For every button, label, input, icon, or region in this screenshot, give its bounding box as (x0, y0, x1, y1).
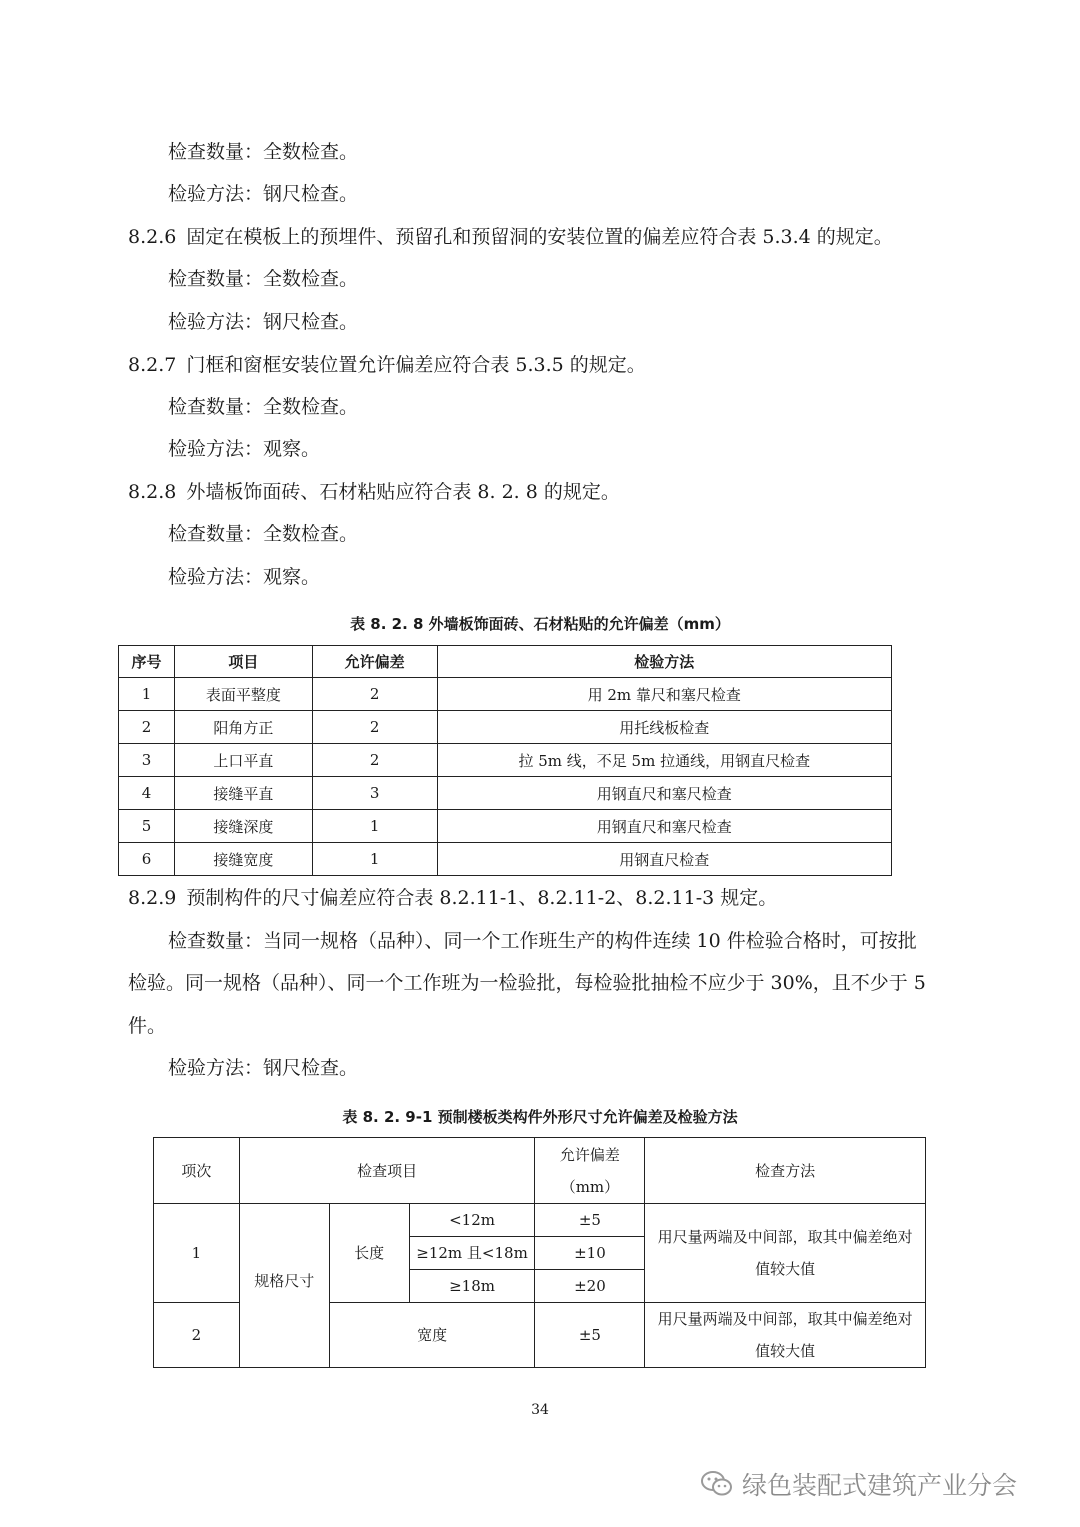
table-cell: 1 (154, 1204, 240, 1303)
table-cell: 2 (312, 678, 437, 711)
section-text: 固定在模板上的预埋件、预留孔和预留洞的安装位置的偏差应符合表 5.3.4 的规定。 (186, 226, 893, 248)
table-cell: 用钢直尺和塞尺检查 (437, 810, 891, 843)
table-cell: 接缝平直 (174, 777, 312, 810)
table-cell: 1 (312, 843, 437, 876)
table-row (119, 678, 892, 711)
text-line: 检查数量：全数检查。 (168, 523, 359, 545)
table-cell: 长度 (329, 1204, 409, 1303)
section-text: 预制构件的尺寸偏差应符合表 8.2.11-1、8.2.11-2、8.2.11-3 规定。 (186, 887, 778, 909)
paragraph-line: 件。 (128, 1015, 167, 1037)
header-tolerance-unit: （mm） (560, 1177, 620, 1196)
table-cell: 拉 5m 线，不足 5m 拉通线，用钢直尺检查 (437, 744, 891, 777)
text-line: 检验方法：观察。 (168, 438, 321, 460)
watermark (700, 1466, 1017, 1502)
table-row (119, 744, 892, 777)
section-number: 8.2.7 (128, 354, 177, 376)
table-cell: 用尺量两端及中间部，取其中偏差绝对值较大值 (645, 1303, 926, 1368)
header-cell: 检验方法 (437, 646, 891, 678)
table-cell: 2 (312, 744, 437, 777)
paragraph-line: 检查数量：当同一规格（品种）、同一个工作班生产的构件连续 10 件检验合格时，可按批 (168, 930, 917, 952)
table-cell: ≥12m 且<18m (409, 1237, 535, 1270)
table-row (119, 711, 892, 744)
wechat-icon (700, 1467, 734, 1501)
table-cell: 4 (119, 777, 175, 810)
table-cell: 1 (312, 810, 437, 843)
section-8-2-9 (128, 886, 777, 910)
table-cell: 1 (119, 678, 175, 711)
table-cell: 用尺量两端及中间部，取其中偏差绝对值较大值 (645, 1204, 926, 1303)
table-row (119, 843, 892, 876)
table-cell: 用钢直尺检查 (437, 843, 891, 876)
table-cell: 6 (119, 843, 175, 876)
header-cell: 检查项目 (239, 1138, 535, 1204)
table-cell: 接缝深度 (174, 810, 312, 843)
table-cell: ±5 (535, 1204, 645, 1237)
text-line: 检验方法：钢尺检查。 (168, 311, 359, 333)
table-cell: 用 2m 靠尺和塞尺检查 (437, 678, 891, 711)
table-cell: 2 (154, 1303, 240, 1368)
table-cell: 2 (312, 711, 437, 744)
table-cell: 5 (119, 810, 175, 843)
table-caption: 表 8. 2. 9-1 预制楼板类构件外形尺寸允许偏差及检验方法 (342, 1108, 738, 1126)
table-cell: 规格尺寸 (239, 1204, 329, 1368)
table-cell: 3 (312, 777, 437, 810)
section-8-2-8 (128, 480, 620, 504)
table-header-row (119, 646, 892, 678)
text-line: 检查数量：全数检查。 (168, 396, 359, 418)
table-cell: 表面平整度 (174, 678, 312, 711)
section-text: 门框和窗框安装位置允许偏差应符合表 5.3.5 的规定。 (186, 354, 646, 376)
section-number: 8.2.9 (128, 887, 177, 909)
table-row (119, 810, 892, 843)
table-cell: ±10 (535, 1237, 645, 1270)
table-cell: ±5 (535, 1303, 645, 1368)
header-tolerance: 允许偏差 (559, 1145, 620, 1164)
table-cell: 3 (119, 744, 175, 777)
table-cell: 阳角方正 (174, 711, 312, 744)
section-number: 8.2.6 (128, 226, 177, 248)
text-line: 检查数量：全数检查。 (168, 268, 359, 290)
table-cell: 接缝宽度 (174, 843, 312, 876)
table-cell: <12m (409, 1204, 535, 1237)
text-line: 检验方法：观察。 (168, 566, 321, 588)
table-row (154, 1204, 926, 1237)
table-cell: 用钢直尺和塞尺检查 (437, 777, 891, 810)
header-cell: 检查方法 (645, 1138, 926, 1204)
page-number: 34 (531, 1402, 549, 1418)
header-cell (535, 1138, 645, 1204)
table-cell: 宽度 (329, 1303, 535, 1368)
table-header-row (154, 1138, 926, 1204)
header-cell: 项目 (174, 646, 312, 678)
table-row (119, 777, 892, 810)
table-cell: ≥18m (409, 1270, 535, 1303)
text-line: 检查数量：全数检查。 (168, 141, 359, 163)
tolerance-table (118, 645, 892, 876)
section-text: 外墙板饰面砖、石材粘贴应符合表 8. 2. 8 的规定。 (186, 481, 620, 503)
paragraph-line: 检验。同一规格（品种）、同一个工作班为一检验批，每检验批抽检不应少于 30%，且不少于 5 (128, 972, 926, 994)
header-cell: 项次 (154, 1138, 240, 1204)
table-cell: 2 (119, 711, 175, 744)
section-8-2-6 (128, 225, 893, 249)
header-cell: 允许偏差 (312, 646, 437, 678)
table-caption: 表 8. 2. 8 外墙板饰面砖、石材粘贴的允许偏差（mm） (350, 615, 730, 633)
header-cell: 序号 (119, 646, 175, 678)
table-cell: 上口平直 (174, 744, 312, 777)
text-line: 检验方法：钢尺检查。 (168, 183, 359, 205)
text-line: 检验方法：钢尺检查。 (168, 1057, 359, 1079)
table-cell: ±20 (535, 1270, 645, 1303)
watermark-text: 绿色装配式建筑产业分会 (742, 1471, 1018, 1500)
section-8-2-7 (128, 353, 646, 377)
precast-slab-table (153, 1137, 926, 1368)
table-cell: 用托线板检查 (437, 711, 891, 744)
section-number: 8.2.8 (128, 481, 177, 503)
